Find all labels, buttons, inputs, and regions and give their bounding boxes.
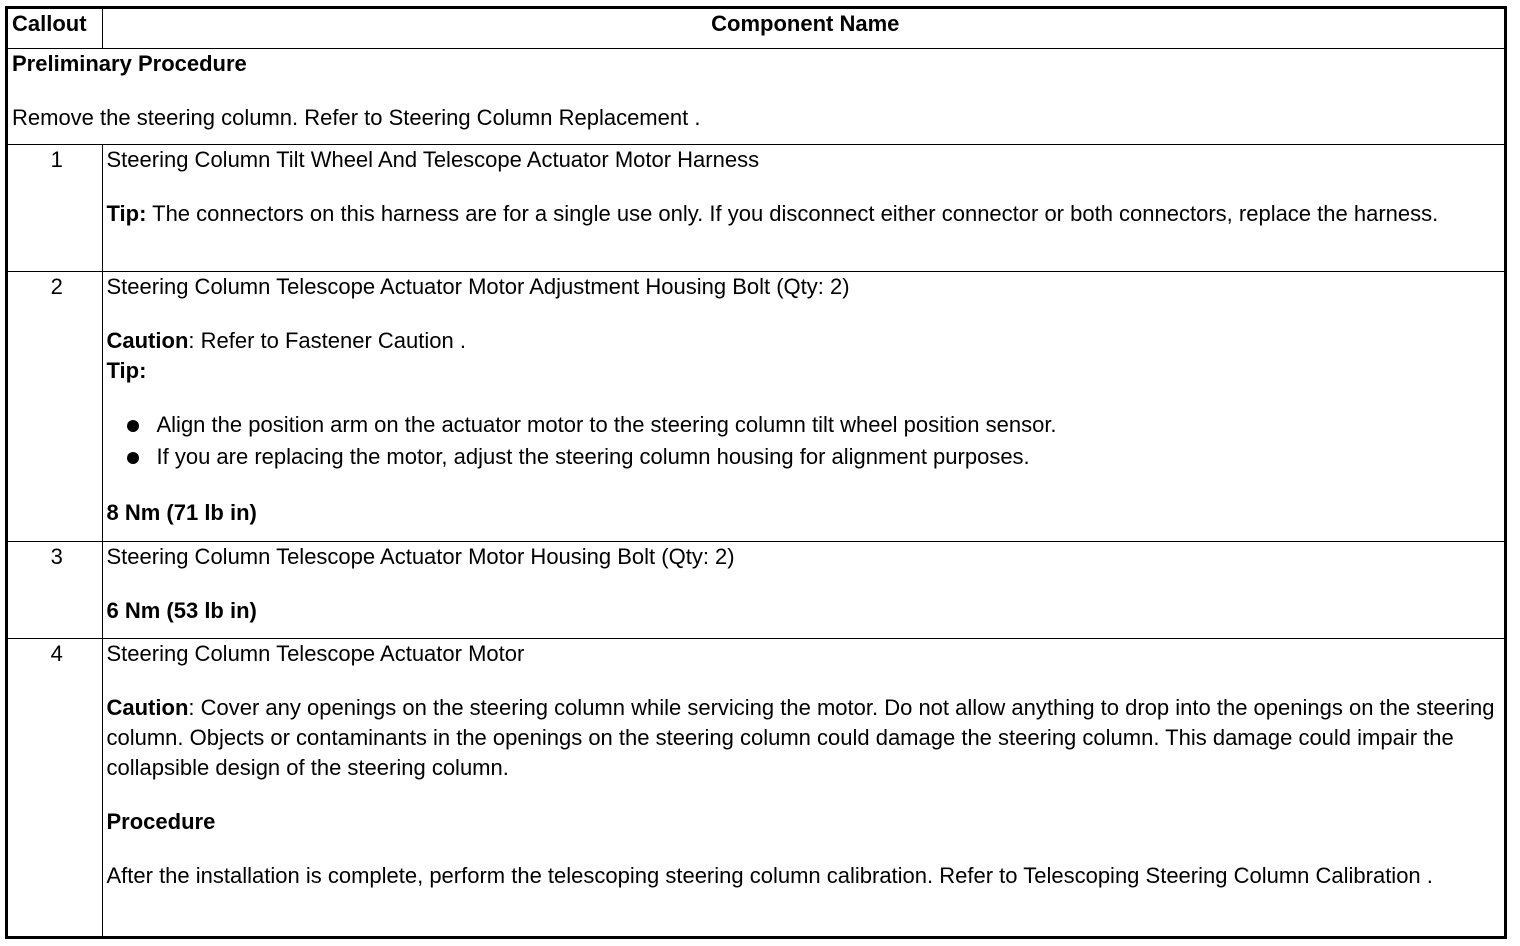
component-name: Steering Column Telescope Actuator Motor Adjustment Housing Bolt (Qty: 2)	[106, 274, 850, 299]
header-component-name: Component Name	[102, 9, 1504, 49]
table-row	[8, 272, 1504, 542]
component-cell	[102, 639, 1504, 936]
component-name: Steering Column Telescope Actuator Motor Housing Bolt (Qty: 2)	[106, 544, 735, 569]
tip-label: Tip:	[106, 358, 147, 383]
tip-label: Tip:	[106, 201, 147, 226]
procedure-label: Procedure	[106, 809, 216, 834]
preliminary-text: Remove the steering column. Refer to Steering Column Replacement .	[12, 105, 701, 130]
tip-text: The connectors on this harness are for a single use only. If you disconnect either connector or both connectors, replace the harness.	[146, 201, 1439, 226]
tip-bullet-list	[107, 410, 1505, 474]
torque-spec: 8 Nm (71 lb in)	[106, 500, 257, 525]
bullet-text: If you are replacing the motor, adjust the steering column housing for alignment purposes.	[156, 444, 1030, 469]
component-cell	[102, 145, 1504, 272]
callout-number: 4	[8, 639, 102, 936]
bullet-icon	[127, 420, 139, 432]
table-header-row	[8, 9, 1504, 49]
caution-note	[107, 693, 1505, 783]
component-cell	[102, 542, 1504, 639]
component-table	[8, 9, 1504, 936]
torque-spec: 6 Nm (53 lb in)	[106, 598, 257, 623]
list-item	[125, 442, 1505, 474]
callout-number: 2	[8, 272, 102, 542]
caution-label: Caution	[106, 328, 189, 353]
table-row	[8, 542, 1504, 639]
procedure-sheet	[5, 6, 1507, 939]
component-cell	[102, 272, 1504, 542]
caution-text: : Refer to Fastener Caution .	[188, 328, 466, 353]
tip-note	[107, 199, 1505, 229]
component-name: Steering Column Telescope Actuator Motor	[106, 641, 525, 666]
table-row	[8, 639, 1504, 936]
list-item	[125, 410, 1505, 442]
procedure-text: After the installation is complete, perform the telescoping steering column calibration. Refer to Telescoping Steering Column Calibration .	[106, 863, 1433, 888]
preliminary-title: Preliminary Procedure	[12, 51, 247, 76]
bullet-icon	[127, 452, 139, 464]
caution-label: Caution	[106, 695, 189, 720]
preliminary-row	[8, 49, 1504, 145]
caution-note	[107, 326, 1505, 356]
callout-number: 3	[8, 542, 102, 639]
caution-text: : Cover any openings on the steering column while servicing the motor. Do not allow anything to drop into the openings on the steering column. Objects or contaminants in the openings on the steering column could damage the steering column. This damage could impair the collapsible design of the steering column.	[106, 695, 1495, 780]
component-name: Steering Column Tilt Wheel And Telescope Actuator Motor Harness	[106, 147, 760, 172]
header-callout: Callout	[8, 9, 102, 49]
callout-number: 1	[8, 145, 102, 272]
preliminary-cell	[8, 49, 1504, 145]
table-row	[8, 145, 1504, 272]
bullet-text: Align the position arm on the actuator motor to the steering column tilt wheel position sensor.	[156, 412, 1057, 437]
